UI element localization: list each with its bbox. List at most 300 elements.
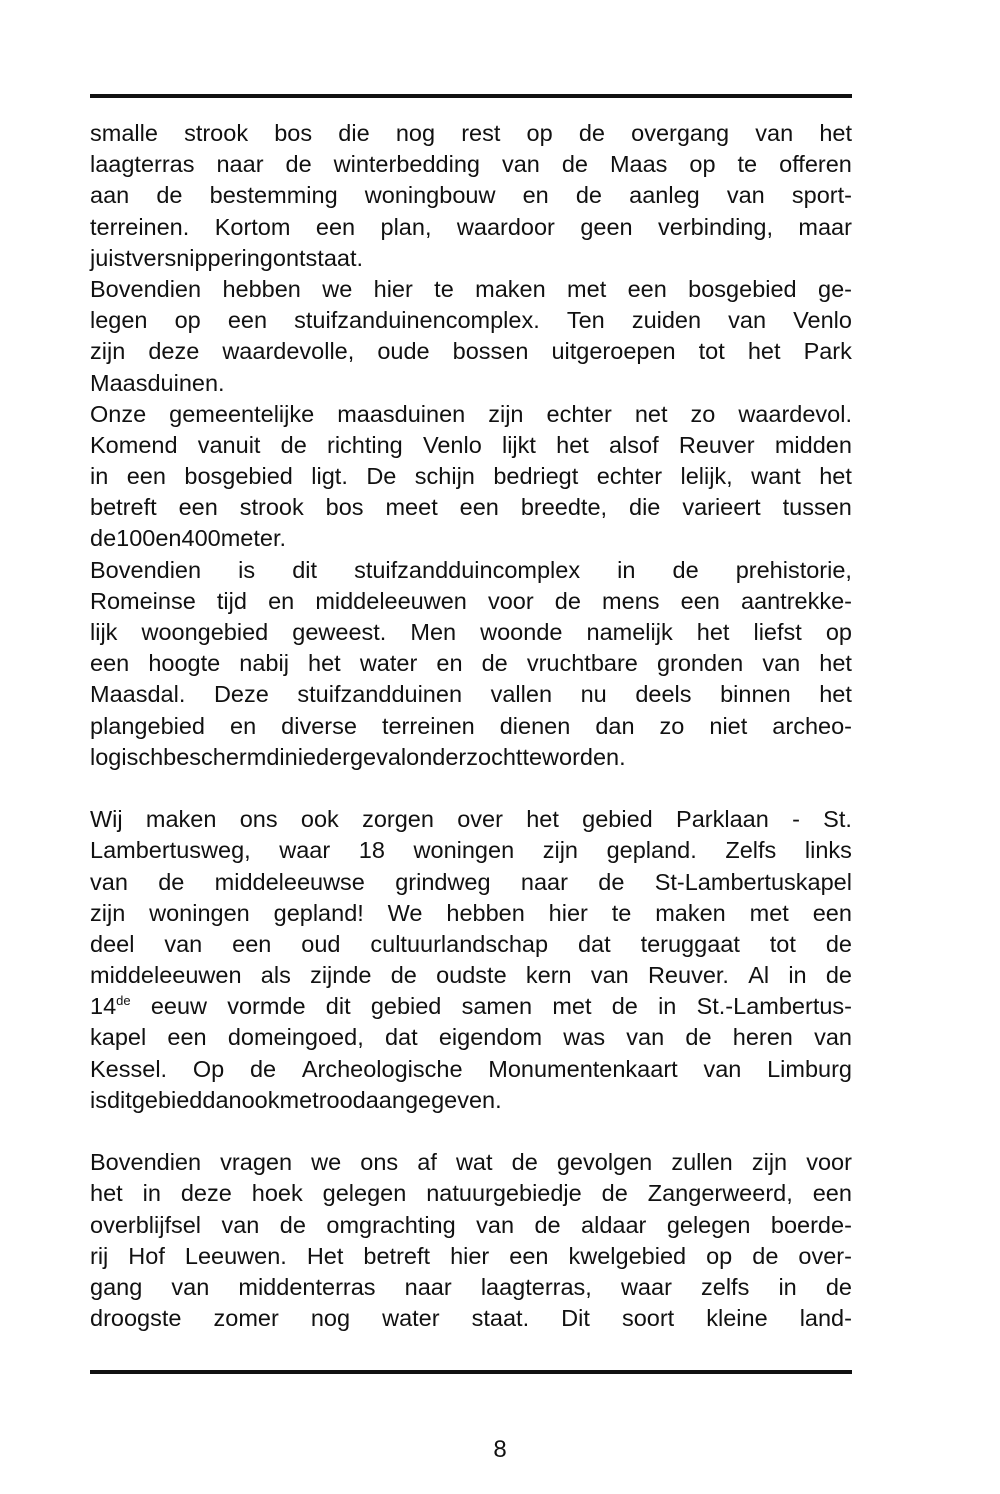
word: een [167,1024,207,1051]
word: stuifzanduinencomplex. [294,307,540,334]
word: het [819,650,852,677]
word: de [534,1211,561,1238]
word: geweest. [292,619,387,645]
word: waar [620,1273,672,1300]
word: plan, [380,213,432,240]
paragraph-gap [90,773,852,804]
word: ook [241,1086,280,1113]
word: hier [548,899,588,926]
bottom-rule [90,1370,852,1374]
word: Op [192,1055,225,1082]
word: dit [292,556,318,583]
word: te [434,275,454,302]
word: de [598,868,625,895]
word: diverse [281,712,357,739]
word: 18 [358,837,385,864]
word: op [825,619,852,645]
word: boerde- [770,1211,852,1238]
word: rest [461,120,501,146]
word: onderzocht [406,743,523,770]
word: over- [798,1242,852,1269]
word: De [366,463,397,490]
word: zomer [213,1305,279,1332]
text-line [90,461,852,492]
word: gemeentelijke [169,400,315,427]
word: hier [373,275,413,302]
word: maar [798,213,852,240]
word: hebben [222,275,301,302]
text-line [90,274,852,305]
word: woonde [480,619,563,645]
word: overblijfsel [90,1211,202,1238]
word: namelijk [586,619,673,645]
word: Het [306,1242,344,1269]
word: prehistorie, [735,556,852,583]
word: betreft [363,1242,431,1269]
text-line [90,430,852,461]
word: het [308,650,341,677]
word: Venlo [422,431,482,458]
word: meet [385,494,438,521]
word: middeleeuwen [315,587,467,614]
word: samen [461,993,533,1020]
word: de [561,151,588,178]
word: voor [487,587,534,614]
word: vormde [227,993,306,1020]
word: beschermd [163,743,280,770]
word: van [476,1211,515,1238]
text-line [90,1178,852,1209]
word: Reuver. [647,962,729,989]
word: dienen [499,712,571,739]
word: gang [90,1273,143,1300]
word: van [90,868,128,895]
word: hoogte [148,650,221,677]
superscript: de [116,993,131,1009]
word: midden [774,431,852,458]
text-line [90,1272,852,1303]
word: vruchtbare [526,650,638,677]
word: een [315,213,356,240]
word: Dit [561,1305,590,1332]
word: versnippering [131,244,273,271]
word: waardevolle, [222,338,355,365]
word: het [747,338,781,365]
word: dat [577,930,611,957]
word: ge- [818,275,852,302]
word: gebied [370,993,442,1020]
word: is [90,1086,107,1113]
text-line [90,1022,852,1053]
word: worden. [542,743,626,770]
word: bedriegt [493,463,579,490]
word: tijd [216,587,247,614]
word: aantrekke- [740,587,852,614]
word: middeleeuwse [214,868,365,895]
word: nabij [239,650,289,677]
word: de [601,1180,628,1207]
word: en [436,650,463,677]
word: natuurgebiedje [426,1180,582,1207]
word: smalle [90,120,158,146]
word: water [382,1305,440,1332]
word: geen [580,213,633,240]
word: vanuit [197,431,261,458]
word: tot [769,930,796,957]
word: van [703,1055,742,1082]
word: naar [520,868,568,895]
word: Archeologische [301,1055,463,1082]
word: een [812,1180,852,1207]
word: Maas [609,151,668,178]
word: nu [580,681,607,708]
word: dan [595,712,635,739]
word: van [171,1273,210,1300]
text-line [90,1210,852,1241]
word: zijn [90,338,126,365]
word: laagterras, [480,1273,592,1300]
page-number: 8 [493,1436,507,1463]
word: een [178,494,218,521]
word: hoek [251,1180,303,1207]
word: strook [184,120,249,146]
word: teruggaat [640,930,740,957]
word: zullen [671,1149,733,1176]
word: Bovendien [90,275,202,302]
word: het [526,806,559,833]
word: dat [384,1024,418,1051]
word: de [285,151,312,178]
word: gepland. [606,837,697,864]
word: als [260,962,291,989]
word: in [788,962,807,989]
word: soort [621,1305,675,1332]
word: Limburg [767,1055,852,1082]
word: de [825,930,852,957]
word: rood [318,1086,366,1113]
word: archeo- [772,712,852,739]
word: nog [395,120,436,146]
word: in [658,993,677,1020]
word: naar [216,151,264,178]
word: richting [327,431,403,458]
word: schijn [414,463,475,490]
word: heren [732,1024,793,1051]
word: legen [90,307,148,334]
word: de [825,962,852,989]
word: bossen [452,338,529,365]
word: ons [239,806,278,833]
word: echter [546,400,612,427]
word: te [611,899,632,926]
word: zijn [90,899,126,926]
word: water [359,650,418,677]
word: een [812,899,852,926]
word: een [232,930,272,957]
paragraph [90,804,852,1116]
word: we [322,275,353,302]
word: die [338,120,370,146]
word: vallen [490,681,553,708]
word: strook [239,494,304,521]
text-line [90,523,852,554]
word: een [627,275,667,302]
word: Maasduinen. [90,369,225,396]
word: de [158,868,185,895]
word: nog [310,1305,351,1332]
word: het [819,681,852,708]
word: naar [404,1273,452,1300]
word: zijnde [310,962,372,989]
word: met [552,993,592,1020]
word: omgrachting [326,1211,456,1238]
word: Reuver [678,431,755,458]
word: meter. [220,525,287,552]
word: kwelgebied [568,1242,687,1269]
word: het [90,1180,123,1207]
word: waardevol. [738,400,852,427]
word: binnen [720,681,791,708]
word: op [174,307,201,334]
word: geval [349,743,407,770]
word: Bovendien [90,556,202,583]
word: overgang [631,120,730,146]
word: te [737,151,758,178]
word: links [804,837,852,864]
word: tussen [782,494,852,521]
word: betreft [90,494,157,521]
word: gronden [656,650,744,677]
word: Venlo [793,307,852,334]
word: op [526,120,553,146]
word: want [751,463,801,490]
word: het [819,120,852,146]
word: eeuw [150,993,207,1020]
text-line [90,118,852,149]
word: Monumentenkaart [488,1055,678,1082]
word: zo [659,712,685,739]
word: staat. [471,1305,530,1332]
word: Onze [90,400,147,427]
word: woningbouw [364,182,496,209]
word: deel [90,930,135,957]
word: met [279,1086,319,1113]
word: We [387,899,423,926]
word: de [249,1055,277,1082]
text-line [90,742,852,773]
text-line [90,212,852,243]
word: van [814,1024,852,1051]
word: ieder [297,743,350,770]
word: de [825,1273,852,1300]
word: zorgen [362,806,434,833]
text-line [90,149,852,180]
word: droogste [90,1305,182,1332]
word: over [457,806,503,833]
text-line [90,368,852,399]
word: de [685,1024,712,1051]
word: mens [602,587,660,614]
word: Kortom [214,213,291,240]
word: deze [180,1180,232,1207]
paragraph [90,555,852,773]
paragraph-gap [90,1116,852,1147]
word: ons [360,1149,399,1176]
word: oude [377,338,430,365]
word: zuiden [631,307,702,334]
word: grindweg [395,868,491,895]
word: de [511,1149,538,1176]
word: het [556,431,589,458]
word: niet [709,712,748,739]
word: stuifzandduincomplex [354,556,581,583]
word: - [792,806,800,833]
word: aan [90,182,130,209]
word: ligt. [311,463,348,490]
word: eigendom [438,1024,543,1051]
word: en [155,525,182,552]
word: Zangerweerd, [647,1180,793,1207]
word: op [689,151,716,178]
word: echter [596,463,663,490]
text-line [90,492,852,523]
word: voor [806,1149,852,1176]
word: terreinen. [90,213,190,240]
word: van [164,930,203,957]
word: Hof [128,1242,165,1269]
word: offeren [779,151,852,178]
word: St-Lambertuskapel [654,868,852,895]
word: de [575,182,602,209]
word: Men [410,619,457,645]
word: kleine [706,1305,768,1332]
paragraph [90,274,852,399]
text-line [90,804,852,835]
word: gelegen [322,1180,407,1207]
text-line [90,399,852,430]
text-line [90,243,852,274]
word: Komend [90,431,178,458]
word: Maasdal. [90,681,186,708]
word: en [268,587,295,614]
word: woongebied [141,619,269,645]
word: maken [655,899,726,926]
word: aldaar [581,1211,647,1238]
word: gebied [582,806,653,833]
word: Park [803,338,852,365]
word: te [522,743,543,770]
word: een [459,494,499,521]
word: Lambertusweg, [90,837,251,864]
word: de [578,120,605,146]
paragraph [90,1147,852,1334]
word: domeingoed, [227,1024,364,1051]
word: bos [325,494,364,521]
word: is [238,556,256,583]
word: winterbedding [333,151,480,178]
word: bosgebied [184,463,293,490]
word: met [567,275,607,302]
word: zelfs [701,1273,750,1300]
word: de [672,556,699,583]
word: op [706,1242,733,1269]
word: het [696,619,730,645]
word: 400 [181,525,221,552]
text-line [90,1147,852,1178]
word: zo [690,400,716,427]
word: 100 [116,525,156,552]
word: een [680,587,720,614]
word: rij [90,1242,109,1269]
word: deels [635,681,692,708]
word: sport- [791,182,852,209]
word: dan [202,1086,242,1113]
word: met [749,899,789,926]
text-line [90,1085,852,1116]
word: kapel [90,1024,147,1051]
word: St.-Lambertus- [696,993,852,1020]
word: gevolgen [556,1149,653,1176]
word: die [629,494,661,521]
word: Al [748,962,770,989]
word: plangebied [90,712,205,739]
word: van [590,962,629,989]
word: het [819,463,852,490]
word: waardoor [456,213,555,240]
word: van [626,1024,665,1051]
paragraph [90,399,852,555]
word: breedte, [520,494,608,521]
word: de [611,993,638,1020]
word: was [563,1024,606,1051]
word: lijkt [501,431,536,458]
word: tot [698,338,725,365]
word: terreinen [381,712,475,739]
word: dit [325,993,351,1020]
word: de [156,182,183,209]
word: in [778,1273,797,1300]
word: de [481,650,508,677]
text-line [90,617,852,648]
word: de [280,431,307,458]
word: zijn [488,400,524,427]
word: laagterras [90,151,195,178]
word: en [522,182,549,209]
top-rule [90,94,852,98]
word: alsof [609,431,659,458]
text-line [90,929,852,960]
word: in [279,743,298,770]
word: Deze [213,681,269,708]
word: verbinding, [658,213,773,240]
paragraph [90,118,852,274]
word: we [311,1149,342,1176]
word: middeleeuwen [90,962,242,989]
word: Kessel. [90,1055,168,1082]
text-line [90,867,852,898]
word: liefst [753,619,802,645]
word: 14de [90,993,131,1020]
word: aangegeven. [365,1086,502,1113]
word: maasduinen [337,400,466,427]
word: de [554,587,581,614]
word: in [142,1180,161,1207]
word: waar [279,837,331,864]
text-line [90,305,852,336]
word: aanleg [629,182,700,209]
text-line [90,1303,852,1334]
text-line [90,960,852,991]
